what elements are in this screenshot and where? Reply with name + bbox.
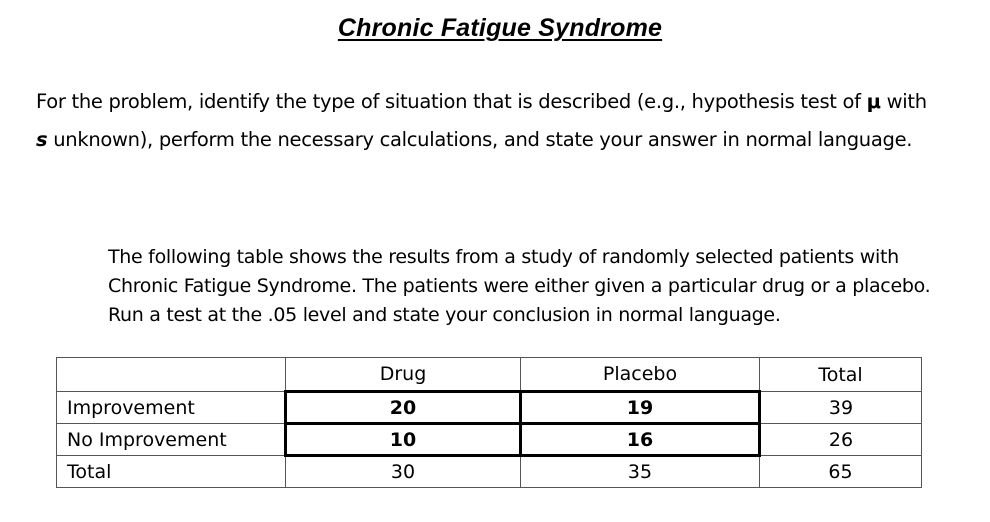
instructions-text-3: unknown), perform the necessary calculations, and state your answer in normal language. <box>47 128 913 151</box>
problem-line-2: Chronic Fatigue Syndrome. The patients were either given a particular drug or a placebo. <box>108 275 931 297</box>
cell-no-improvement-total: 26 <box>760 424 922 456</box>
row-label-total: Total <box>57 456 286 488</box>
cell-grand-total: 65 <box>760 456 922 488</box>
document-title: Chronic Fatigue Syndrome <box>337 14 663 42</box>
row-label-no-improvement: No Improvement <box>57 424 286 456</box>
cell-improvement-drug: 20 <box>286 392 521 424</box>
mu-symbol: μ <box>866 90 881 113</box>
instructions-paragraph <box>36 83 976 159</box>
cell-improvement-placebo: 19 <box>521 392 760 424</box>
table-row <box>57 424 922 456</box>
table-row <box>57 392 922 424</box>
problem-line-3: Run a test at the .05 level and state your conclusion in normal language. <box>108 304 781 326</box>
cell-total-drug: 30 <box>286 456 521 488</box>
row-label-improvement: Improvement <box>57 392 286 424</box>
problem-line-1: The following table shows the results from a study of randomly selected patients with <box>108 246 899 268</box>
cell-total-placebo: 35 <box>521 456 760 488</box>
header-placebo: Placebo <box>521 358 760 392</box>
table-row <box>57 456 922 488</box>
header-drug: Drug <box>286 358 521 392</box>
cell-no-improvement-placebo: 16 <box>521 424 760 456</box>
s-symbol: s <box>36 128 48 151</box>
cell-improvement-total: 39 <box>760 392 922 424</box>
contingency-table <box>56 357 922 488</box>
cell-no-improvement-drug: 10 <box>286 424 521 456</box>
instructions-text-2: with <box>880 90 927 113</box>
table-header-row <box>57 358 922 392</box>
instructions-text-1: For the problem, identify the type of situation that is described (e.g., hypothesis test of <box>36 90 867 113</box>
header-total: Total <box>760 358 922 392</box>
header-corner-cell <box>57 358 286 392</box>
problem-statement <box>108 243 978 330</box>
